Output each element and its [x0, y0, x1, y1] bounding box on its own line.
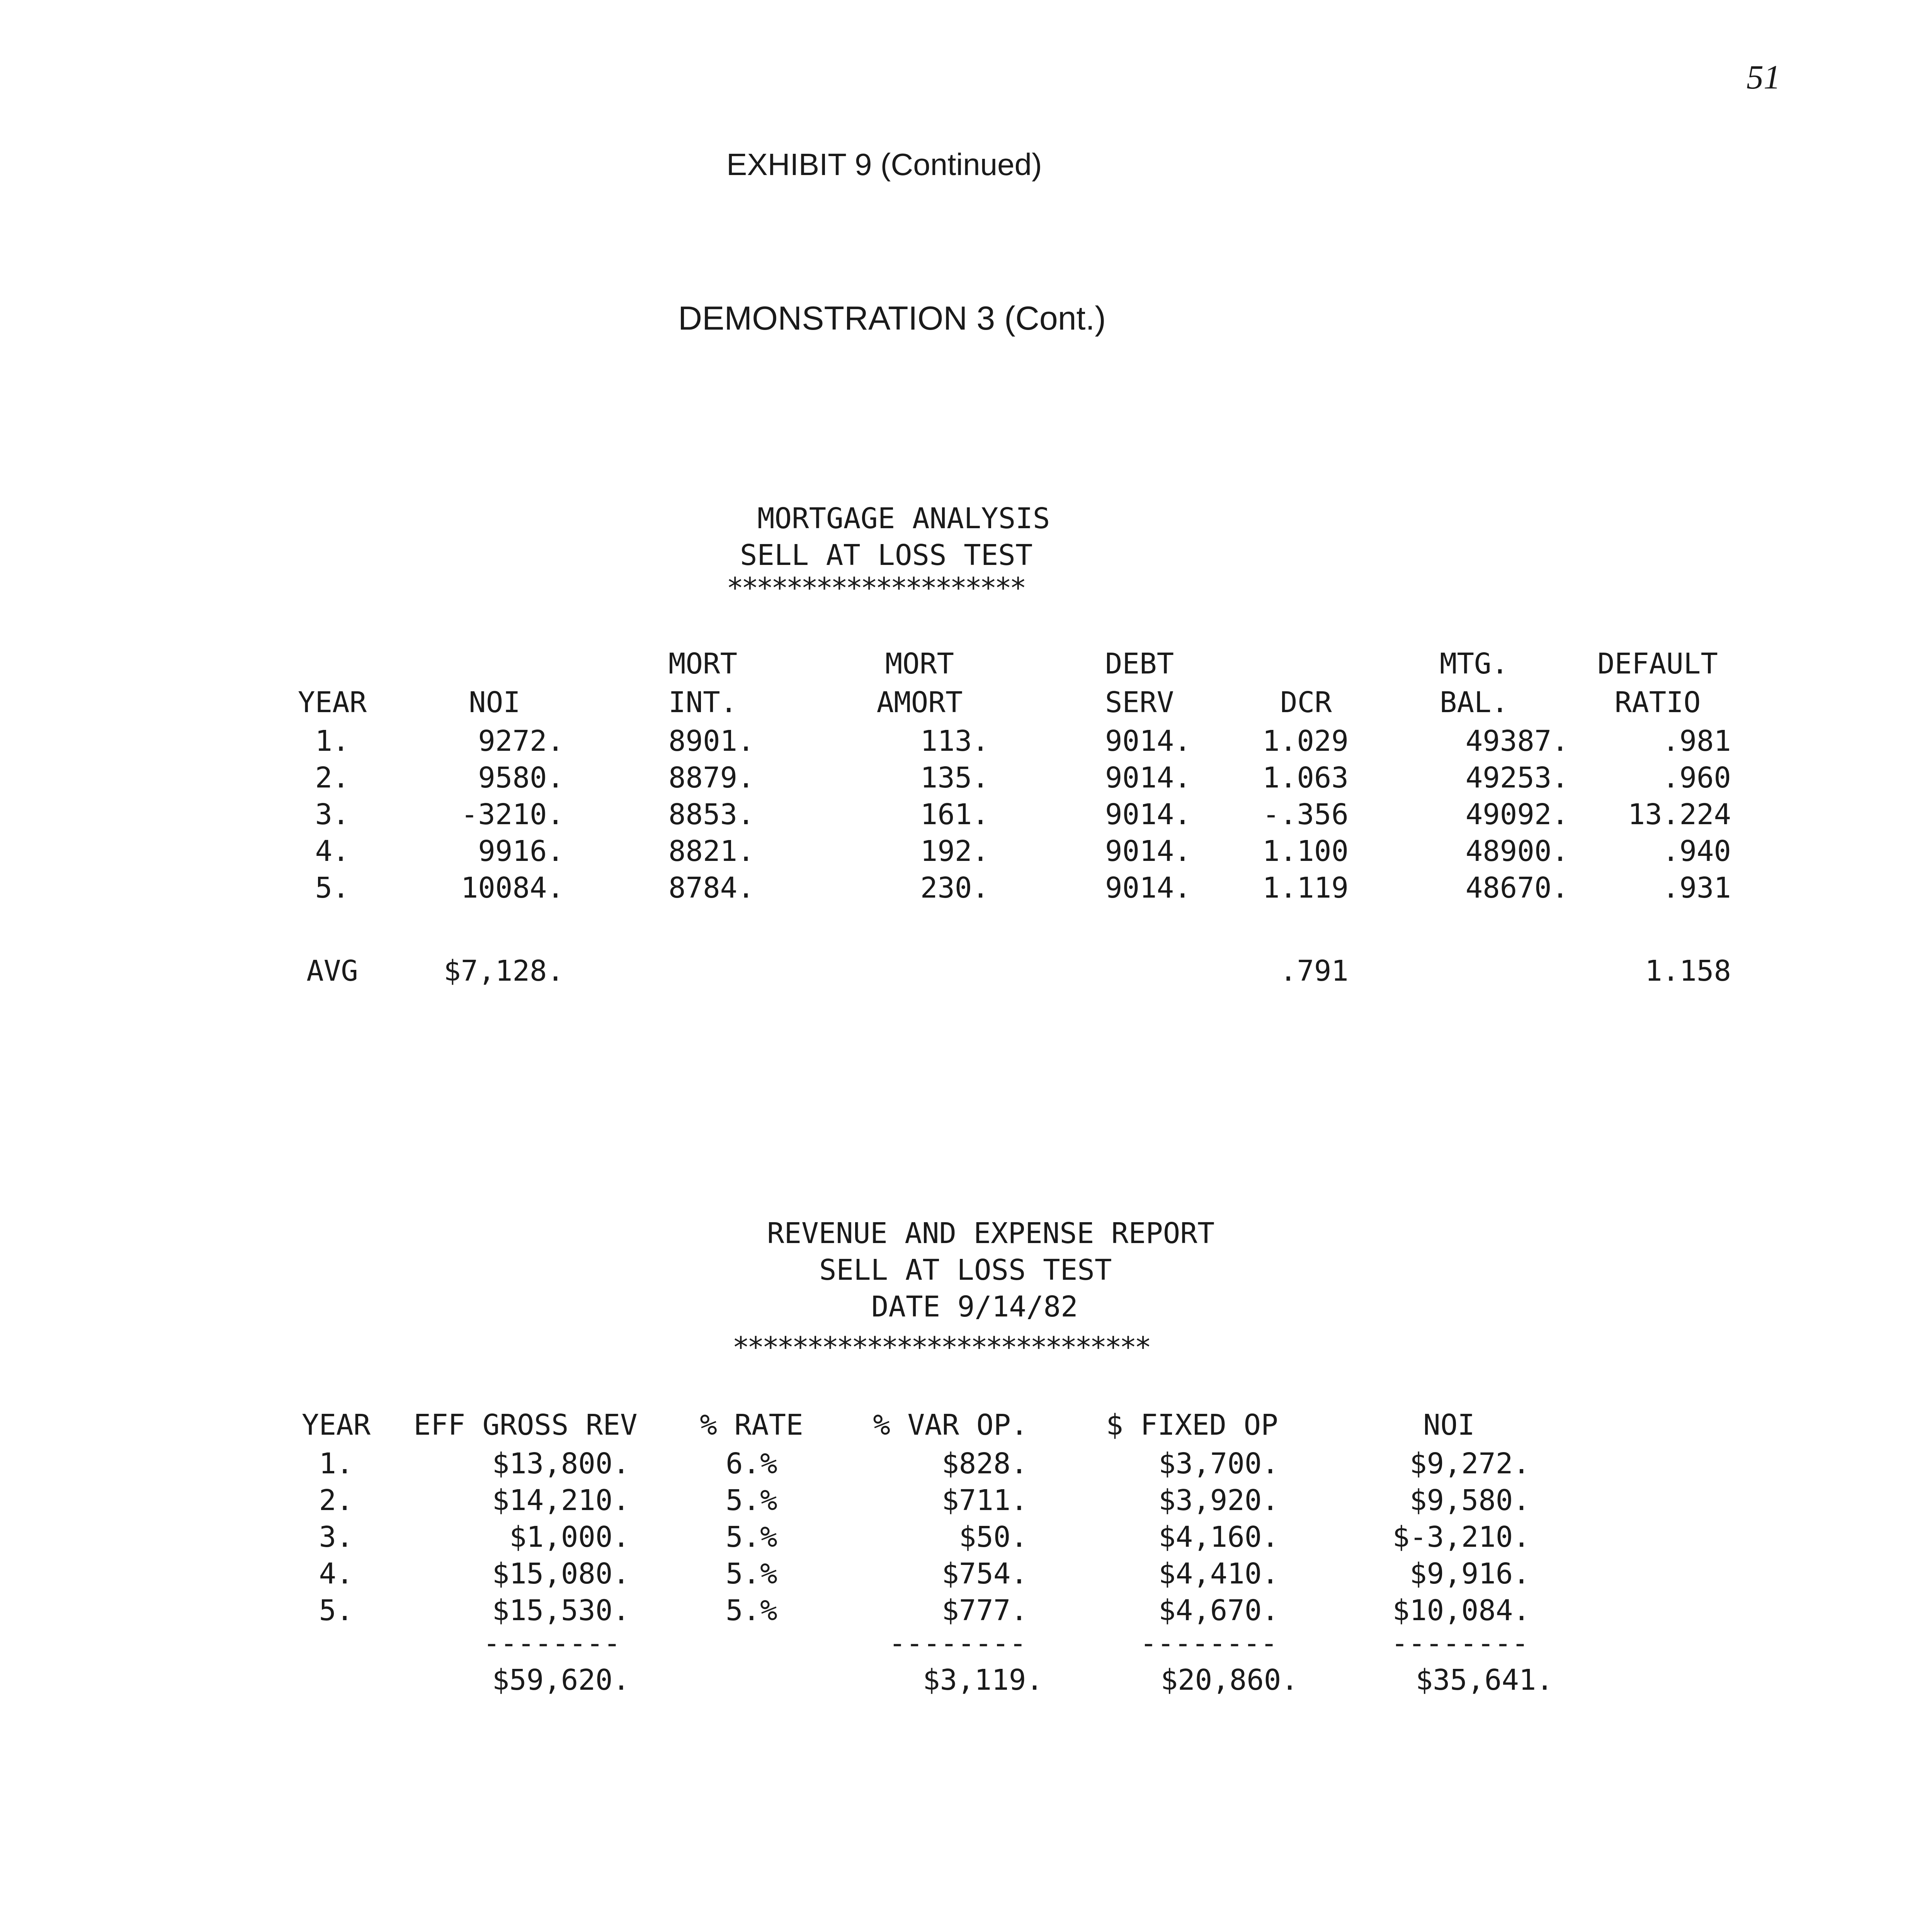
mortgage-cell-noi: 9916.: [478, 835, 564, 868]
mortgage-header-int-1: MORT: [668, 647, 738, 680]
revenue-cell-var: $50.: [959, 1520, 1028, 1554]
mortgage-cell-serv: 9014.: [1105, 871, 1191, 905]
revenue-cell-gross: $15,080.: [492, 1557, 630, 1590]
revenue-header-gross: EFF GROSS REV: [413, 1408, 638, 1442]
revenue-cell-var: $828.: [942, 1447, 1028, 1480]
mortgage-header-noi-2: NOI: [469, 686, 520, 719]
mortgage-cell-int: 8853.: [668, 798, 755, 831]
revenue-cell-fixed: $3,700.: [1158, 1447, 1279, 1480]
mortgage-cell-dcr: 1.119: [1262, 871, 1349, 905]
revenue-cell-rate: 6.%: [726, 1447, 777, 1480]
revenue-cell-fixed: $4,160.: [1158, 1520, 1279, 1554]
revenue-cell-year: 1.: [319, 1447, 354, 1480]
mortgage-cell-int: 8901.: [668, 724, 755, 758]
mortgage-cell-serv: 9014.: [1105, 724, 1191, 758]
demonstration-title: DEMONSTRATION 3 (Cont.): [678, 300, 1106, 337]
mortgage-cell-dcr: 1.063: [1262, 761, 1349, 794]
revenue-total-gross: $59,620.: [492, 1663, 630, 1697]
revenue-title: REVENUE AND EXPENSE REPORT: [767, 1217, 1215, 1250]
revenue-cell-rate: 5.%: [726, 1594, 777, 1627]
mortgage-cell-ratio: .940: [1662, 835, 1731, 868]
revenue-header-fixed: $ FIXED OP: [1106, 1408, 1278, 1442]
mortgage-cell-amort: 135.: [920, 761, 989, 794]
mortgage-avg-noi: $7,128.: [444, 954, 564, 988]
revenue-cell-noi: $-3,210.: [1392, 1520, 1530, 1554]
mortgage-cell-bal: 49092.: [1465, 798, 1569, 831]
mortgage-cell-amort: 192.: [920, 835, 989, 868]
mortgage-cell-dcr: -.356: [1262, 798, 1349, 831]
mortgage-subtitle: SELL AT LOSS TEST: [740, 539, 1033, 572]
mortgage-header-serv-2: SERV: [1105, 686, 1174, 719]
mortgage-cell-int: 8784.: [668, 871, 755, 905]
mortgage-cell-noi: 9272.: [478, 724, 564, 758]
mortgage-header-ratio-2: RATIO: [1614, 686, 1701, 719]
mortgage-avg-dcr: .791: [1279, 954, 1349, 988]
mortgage-header-serv-1: DEBT: [1105, 647, 1174, 680]
mortgage-avg-ratio: 1.158: [1645, 954, 1731, 988]
revenue-header-rate: % RATE: [700, 1408, 803, 1442]
revenue-total-var: $3,119.: [923, 1663, 1043, 1697]
mortgage-header-bal-2: BAL.: [1439, 686, 1509, 719]
mortgage-cell-year: 3.: [315, 798, 350, 831]
revenue-total-fixed: $20,860.: [1160, 1663, 1298, 1697]
mortgage-cell-serv: 9014.: [1105, 798, 1191, 831]
revenue-cell-gross: $14,210.: [492, 1484, 630, 1517]
revenue-rule-fixed: --------: [1140, 1627, 1278, 1660]
mortgage-cell-ratio: .931: [1662, 871, 1731, 905]
revenue-cell-year: 5.: [319, 1594, 354, 1627]
revenue-date: DATE 9/14/82: [871, 1290, 1078, 1323]
mortgage-cell-dcr: 1.029: [1262, 724, 1349, 758]
revenue-cell-noi: $9,580.: [1410, 1484, 1530, 1517]
mortgage-cell-serv: 9014.: [1105, 761, 1191, 794]
mortgage-stars: ********************: [726, 571, 1025, 605]
mortgage-cell-bal: 49387.: [1465, 724, 1569, 758]
mortgage-cell-year: 5.: [315, 871, 350, 905]
revenue-cell-gross: $13,800.: [492, 1447, 630, 1480]
revenue-cell-fixed: $3,920.: [1158, 1484, 1279, 1517]
mortgage-cell-noi: 10084.: [461, 871, 564, 905]
mortgage-cell-ratio: .981: [1662, 724, 1731, 758]
revenue-cell-fixed: $4,670.: [1158, 1594, 1279, 1627]
mortgage-cell-bal: 49253.: [1465, 761, 1569, 794]
revenue-rule-gross: --------: [483, 1627, 621, 1660]
mortgage-header-year-2: YEAR: [298, 686, 367, 719]
revenue-cell-var: $754.: [942, 1557, 1028, 1590]
mortgage-cell-int: 8821.: [668, 835, 755, 868]
mortgage-cell-dcr: 1.100: [1262, 835, 1349, 868]
revenue-cell-rate: 5.%: [726, 1520, 777, 1554]
revenue-cell-gross: $15,530.: [492, 1594, 630, 1627]
revenue-cell-noi: $9,272.: [1410, 1447, 1530, 1480]
revenue-cell-noi: $9,916.: [1410, 1557, 1530, 1590]
mortgage-title: MORTGAGE ANALYSIS: [757, 502, 1050, 535]
revenue-cell-fixed: $4,410.: [1158, 1557, 1279, 1590]
mortgage-cell-year: 1.: [315, 724, 350, 758]
page-number: 51: [1747, 59, 1781, 96]
revenue-cell-gross: $1,000.: [509, 1520, 630, 1554]
mortgage-cell-year: 2.: [315, 761, 350, 794]
revenue-cell-var: $777.: [942, 1594, 1028, 1627]
exhibit-title: EXHIBIT 9 (Continued): [726, 147, 1042, 182]
mortgage-cell-int: 8879.: [668, 761, 755, 794]
mortgage-cell-ratio: 13.224: [1628, 798, 1731, 831]
revenue-total-noi: $35,641.: [1415, 1663, 1553, 1697]
mortgage-cell-bal: 48900.: [1465, 835, 1569, 868]
revenue-rule-var: --------: [889, 1627, 1027, 1660]
revenue-cell-year: 3.: [319, 1520, 354, 1554]
mortgage-cell-serv: 9014.: [1105, 835, 1191, 868]
mortgage-cell-bal: 48670.: [1465, 871, 1569, 905]
mortgage-header-amort-2: AMORT: [876, 686, 963, 719]
revenue-header-var: % VAR OP.: [873, 1408, 1028, 1442]
revenue-cell-rate: 5.%: [726, 1484, 777, 1517]
mortgage-header-ratio-1: DEFAULT: [1597, 647, 1718, 680]
revenue-cell-year: 4.: [319, 1557, 354, 1590]
revenue-cell-year: 2.: [319, 1484, 354, 1517]
revenue-stars: ****************************: [732, 1331, 1150, 1364]
revenue-rule-noi: --------: [1391, 1627, 1529, 1660]
revenue-cell-var: $711.: [942, 1484, 1028, 1517]
revenue-header-year: YEAR: [301, 1408, 371, 1442]
mortgage-header-bal-1: MTG.: [1439, 647, 1509, 680]
mortgage-avg-label: AVG: [306, 954, 358, 988]
mortgage-cell-amort: 113.: [920, 724, 989, 758]
revenue-subtitle: SELL AT LOSS TEST: [819, 1253, 1112, 1287]
mortgage-cell-amort: 230.: [920, 871, 989, 905]
revenue-cell-rate: 5.%: [726, 1557, 777, 1590]
mortgage-cell-noi: 9580.: [478, 761, 564, 794]
mortgage-cell-noi: -3210.: [461, 798, 564, 831]
mortgage-cell-year: 4.: [315, 835, 350, 868]
mortgage-cell-ratio: .960: [1662, 761, 1731, 794]
mortgage-header-int-2: INT.: [668, 686, 738, 719]
mortgage-header-dcr-2: DCR: [1280, 686, 1332, 719]
mortgage-cell-amort: 161.: [920, 798, 989, 831]
revenue-cell-noi: $10,084.: [1392, 1594, 1530, 1627]
revenue-header-noi: NOI: [1423, 1408, 1475, 1442]
mortgage-header-amort-1: MORT: [885, 647, 954, 680]
